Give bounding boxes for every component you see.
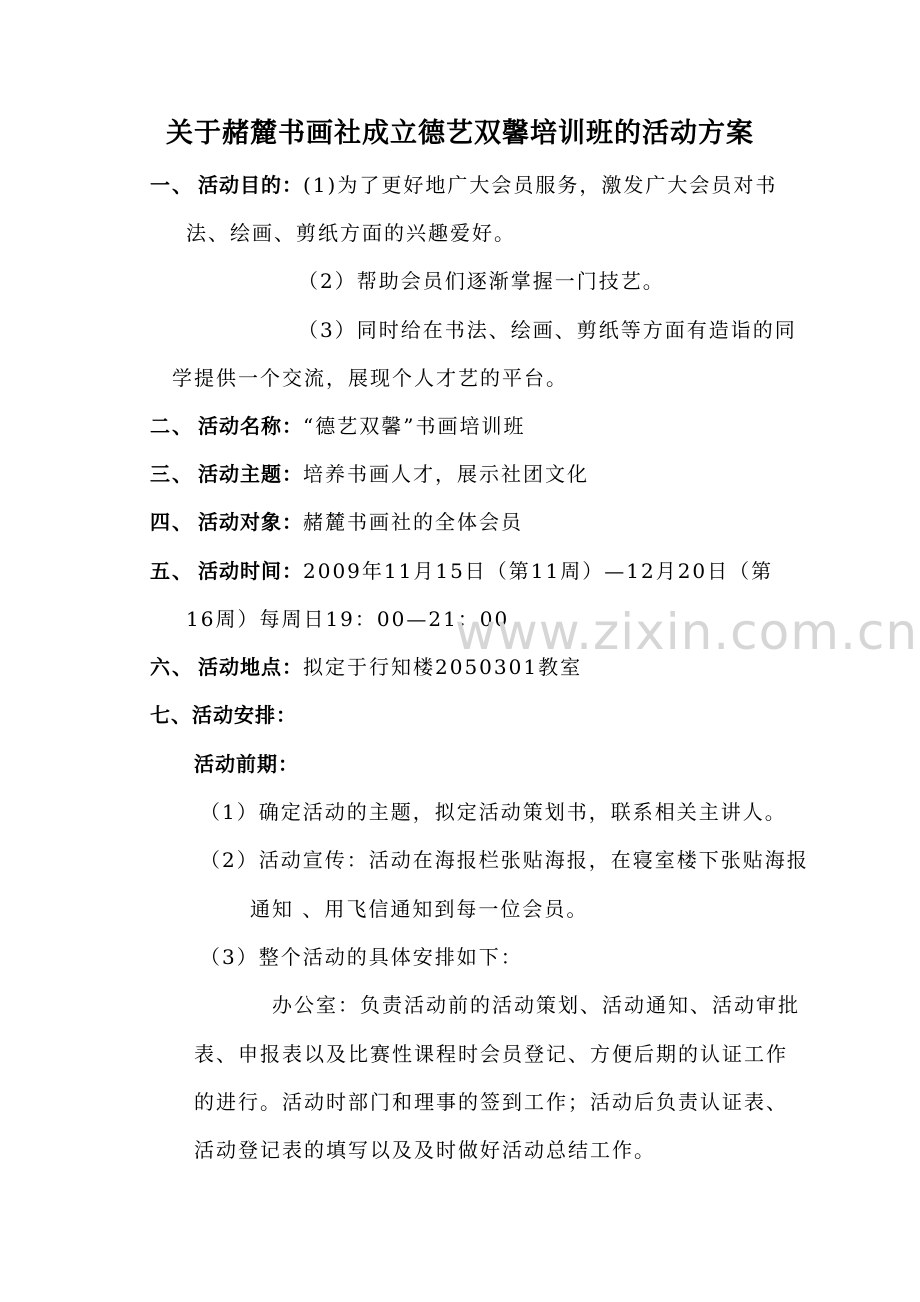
section-number: 四、: [150, 510, 194, 534]
section-label: 活动对象：: [198, 510, 303, 534]
section-purpose-continuation: 法、绘画、剪纸方面的兴趣爱好。: [186, 221, 516, 245]
section-text: “德艺双馨”书画培训班: [303, 414, 526, 438]
pre-phase-item-2-continuation: 通知 、用飞信通知到每一位会员。: [250, 897, 589, 921]
section-text: 2009年11月15日（第11周）—12月20日（第: [303, 559, 774, 583]
watermark: www.zixin.com.cn: [455, 603, 919, 661]
section-number: 三、: [150, 462, 194, 486]
pre-phase-item-2: （2）活动宣传：活动在海报栏张贴海报，在寝室楼下张贴海报: [200, 848, 809, 872]
section-label: 活动地点：: [198, 655, 303, 679]
section-text: (1)为了更好地广大会员服务，激发广大会员对书: [303, 173, 778, 197]
section-audience: [150, 508, 523, 536]
pre-phase-item-3: （3）整个活动的具体安排如下：: [200, 945, 523, 969]
section-name: [150, 412, 525, 440]
section-number: 五、: [150, 559, 194, 583]
purpose-item-2: （2）帮助会员们逐渐掌握一门技艺。: [298, 269, 665, 293]
document-title: 关于赭麓书画社成立德艺双馨培训班的活动方案: [166, 118, 754, 149]
purpose-item-3-continuation: 学提供一个交流，展现个人才艺的平台。: [172, 366, 568, 390]
section-number: 六、: [150, 655, 194, 679]
section-label: 活动主题：: [198, 462, 303, 486]
section-label: 活动名称：: [198, 414, 303, 438]
office-paragraph-line: 活动登记表的填写以及及时做好活动总结工作。: [194, 1138, 656, 1162]
purpose-item-3: （3）同时给在书法、绘画、剪纸等方面有造诣的同: [298, 318, 797, 342]
section-label: 活动时间：: [198, 559, 303, 583]
office-paragraph-line: 的进行。活动时部门和理事的签到工作；活动后负责认证表、: [194, 1090, 788, 1114]
section-number: 二、: [150, 414, 194, 438]
section-arrangement: [150, 701, 297, 729]
section-label: 七、活动安排：: [150, 703, 297, 727]
office-paragraph-line: 办公室：负责活动前的活动策划、活动通知、活动审批: [272, 993, 800, 1017]
section-text: 培养书画人才，展示社团文化: [303, 462, 589, 486]
section-label: 活动目的：: [198, 173, 303, 197]
pre-phase-item-1: （1）确定活动的主题，拟定活动策划书，联系相关主讲人。: [200, 800, 787, 824]
section-time-continuation: 16周）每周日19：00—21：00: [186, 607, 510, 631]
section-number: 一、: [150, 173, 194, 197]
section-time: [150, 557, 773, 585]
office-paragraph-line: 表、申报表以及比赛性课程时会员登记、方便后期的认证工作: [194, 1042, 788, 1066]
pre-phase-heading: 活动前期：: [194, 752, 299, 776]
section-theme: [150, 460, 589, 488]
section-text: 赭麓书画社的全体会员: [303, 510, 523, 534]
section-purpose: [150, 171, 777, 199]
section-text: 拟定于行知楼2050301教室: [303, 655, 583, 679]
